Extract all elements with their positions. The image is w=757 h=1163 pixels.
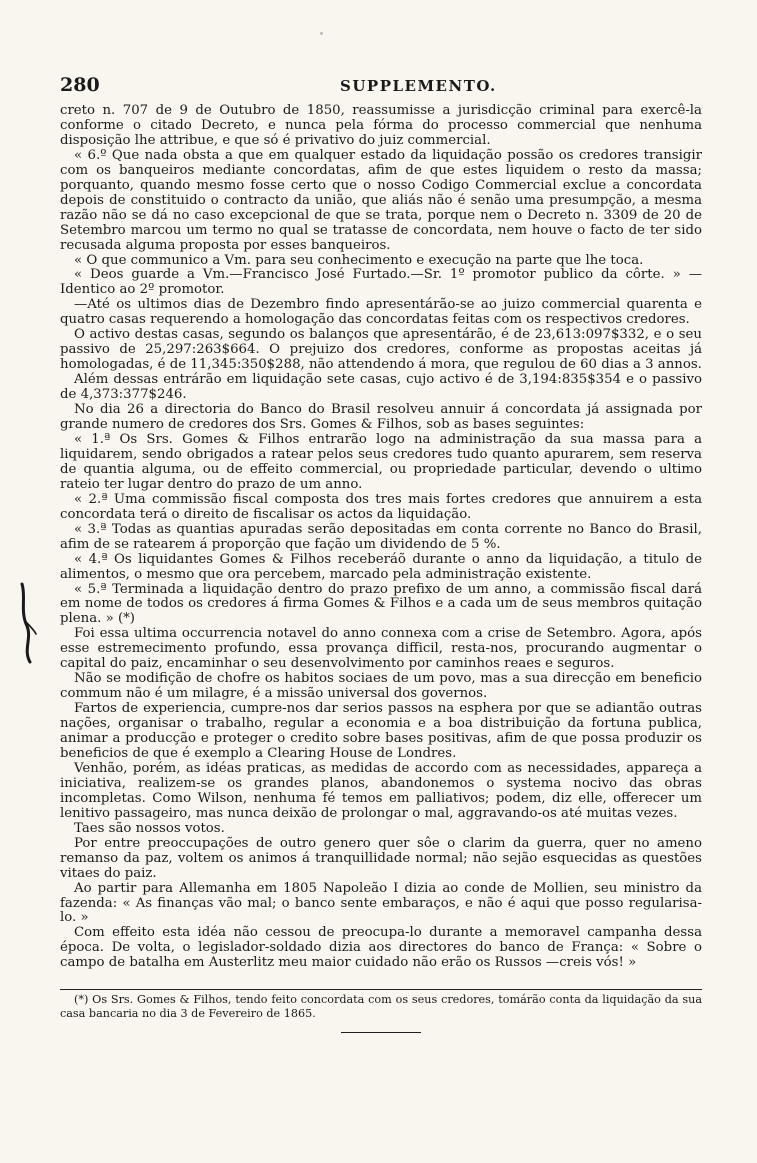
page-header xyxy=(60,70,702,104)
paragraph: Ao partir para Allemanha em 1805 Napoleão I dizia ao conde de Mollien, seu ministro da fazenda: « As finanças vão mal; o banco sente embaraços, e não é aqui que posso regularisa-lo. » xyxy=(60,880,702,926)
paragraph: Além dessas entrárão em liquidação sete casas, cujo activo é de 3,194:835$354 e o passivo de 4,373:377$246. xyxy=(60,372,702,403)
paragraph: Taes são nossos votos. xyxy=(74,820,225,836)
paragraph: « 4.ª Os liquidantes Gomes & Filhos receberáõ durante o anno da liquidação, a titulo de alimentos, o mesmo que ora percebem, marcado pela administração existente. xyxy=(60,551,702,582)
paragraph: « 5.ª Terminada a liquidação dentro do prazo prefixo de um anno, a commissão fiscal dará em nome de todos os credores á firma Gomes & Filhos e a cada um de seus membros quitação plena. » (*) xyxy=(60,581,702,627)
paragraph: « Deos guarde a Vm.—Francisco José Furtado.—Sr. 1º promotor publico da côrte. » — Identico ao 2º promotor. xyxy=(60,267,702,298)
page-speck xyxy=(320,32,323,35)
end-rule xyxy=(341,1032,421,1033)
footnote: (*) Os Srs. Gomes & Filhos, tendo feito concordata com os seus credores, tomárão conta da liquidação da sua casa bancaria no dia 3 de Fevereiro de 1865. xyxy=(60,993,702,1020)
paragraph: Venhão, porém, as idéas praticas, as medidas de accordo com as necessidades, appareça a iniciativa, realizem-se os grandes planos, abandonemos o systema nocivo das obras incompletas. Como Wilson, nenhuma fé temos em palliativos; podem, diz elle, offerecer um lenitivo passageiro, mas nunca deixão de prolongar o mal, aggravando-os até muitas vezes. xyxy=(60,760,702,821)
page xyxy=(60,70,702,1033)
paragraph: Não se modifição de chofre os habitos sociaes de um povo, mas a sua direcção em beneficio commum não é um milagre, é a missão universal dos governos. xyxy=(60,671,702,702)
paragraph: Com effeito esta idéa não cessou de preocupa-lo durante a memoravel campanha dessa época. De volta, o legislador-soldado dizia aos directores do banco de França: « Sobre o campo de batalha em Austerlitz meu maior cuidado não erão os Russos —creis vós! » xyxy=(60,925,702,971)
paragraph: « 2.ª Uma commissão fiscal composta dos tres mais fortes credores que annuirem a esta concordata terá o direito de fiscalisar os actos da liquidação. xyxy=(60,491,702,522)
paragraph: Por entre preoccupações de outro genero quer sôe o clarim da guerra, quer no ameno remanso da paz, voltem os animos á tranquillidade normal; não sejão esquecidas as questões vitaes do paiz. xyxy=(60,835,702,881)
footnote-rule xyxy=(60,989,702,990)
margin-bracket-mark xyxy=(14,582,40,664)
paragraph: « 1.ª Os Srs. Gomes & Filhos entrarão logo na administração da sua massa para a liquidarem, sendo obrigados a ratear pelos seus credores tudo quanto apurarem, sem reserva de quantia alguma, ou de effeito commercial, ou propriedade particular, devendo o ultimo rateio ter lugar dentro do prazo de um anno. xyxy=(60,431,702,492)
paragraph: Fartos de experiencia, cumpre-nos dar serios passos na esphera por que se adiantão outras nações, organisar o trabalho, regular a economia e a boa distribuição da fortuna publica, animar a producção e proteger o credito sobre bases positivas, afim de que possa produzir os beneficios de que é exemplo a Clearing House de Londres. xyxy=(60,701,702,761)
running-head: SUPPLEMENTO. xyxy=(340,77,497,95)
paragraph: « 3.ª Todas as quantias apuradas serão depositadas em conta corrente no Banco do Brasil, afim de se ratearem á proporção que fação um dividendo de 5 %. xyxy=(60,521,702,552)
paragraph: O activo destas casas, segundo os balanços que apresentárão, é de 23,613:097$332, e o seu passivo de 25,297:263$664. O prejuizo dos credores, conforme as propostas aceitas já homologadas, é de 11,345:350$288, não attendendo á mora, que regulou de 60 dias a 3 annos. xyxy=(60,327,702,373)
paragraph: creto n. 707 de 9 de Outubro de 1850, reassumisse a jurisdicção criminal para exercê-la conforme o citado Decreto, e nunca pela fórma do processo commercial que nenhuma disposição lhe attribue, e que só é privativo do juiz commercial. xyxy=(60,103,702,148)
body-text xyxy=(60,104,702,971)
page-number: 280 xyxy=(60,74,100,96)
paragraph: No dia 26 a directoria do Banco do Brasil resolveu annuir á concordata já assignada por grande numero de credores dos Srs. Gomes & Filhos, sob as bases seguintes: xyxy=(60,402,702,433)
paragraph: « 6.º Que nada obsta a que em qualquer estado da liquidação possão os credores transigir com os banqueiros mediante concordatas, afim de que estes liquidem o resto da massa; porquanto, quando mesmo fosse certo que o nosso Codigo Commercial exclue a concordata depois de constituido o contracto da união, que aliás não é senão uma presumpção, a mesma razão não se dá no caso excepcional de que se trata, porque nem o Decreto n. 3309 de 20 de Setembro marcou um termo no qual se tratasse de concordata, nem houve o facto de ter sido recusada alguma proposta por esses banqueiros. xyxy=(60,147,702,253)
paragraph: « O que communico a Vm. para seu conhecimento e execução na parte que lhe toca. xyxy=(74,252,644,268)
paragraph: Foi essa ultima occurrencia notavel do anno connexa com a crise de Setembro. Agora, após esse estremecimento profundo, essa provança difficil, resta-nos, procurando augmentar o capital do paiz, encaminhar o seu desenvolvimento por caminhos reaes e seguros. xyxy=(60,626,702,672)
paragraph: —Até os ultimos dias de Dezembro findo apresentárão-se ao juizo commercial quarenta e quatro casas requerendo a homologação das concordatas feitas com os respectivos credores. xyxy=(60,297,702,328)
